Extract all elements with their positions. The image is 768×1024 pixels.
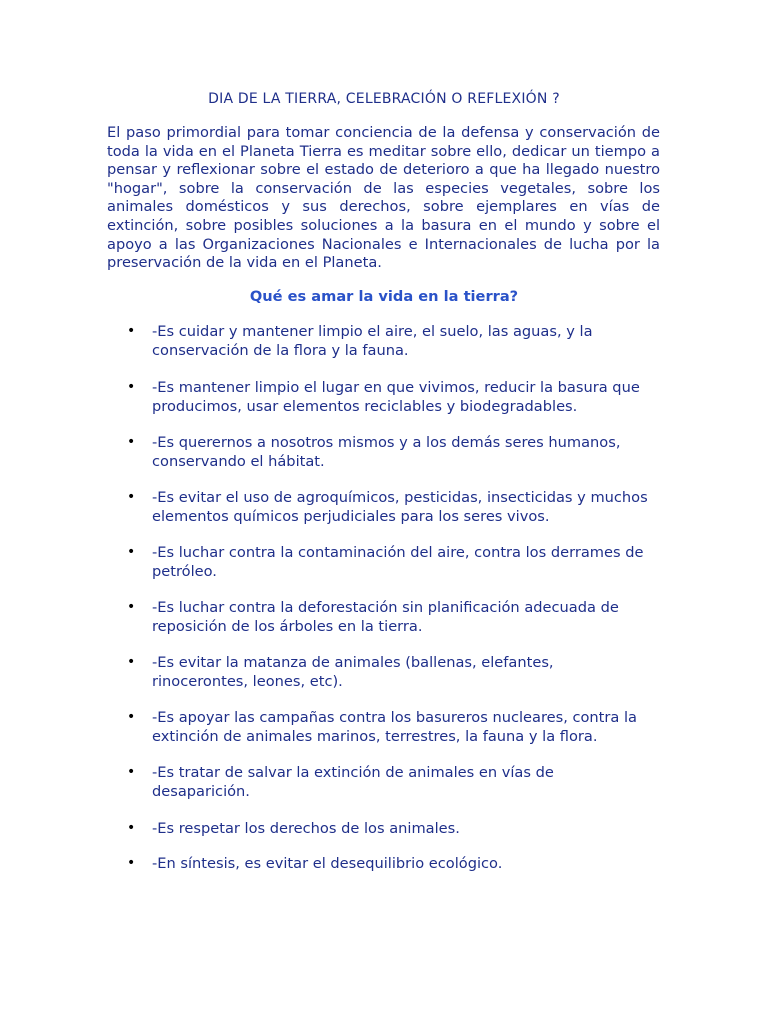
list-item-text: -En síntesis, es evitar el desequilibrio ecológico.	[152, 855, 503, 872]
bullet-icon: •	[127, 654, 136, 670]
list-item	[0, 819, 652, 838]
list-item-text: -Es evitar el uso de agroquímicos, pesticidas, insecticidas y muchos elementos químicos perjudiciales para los seres vivos.	[152, 489, 648, 525]
bullet-icon: •	[127, 820, 136, 836]
list-item-text: -Es luchar contra la contaminación del aire, contra los derrames de petróleo.	[152, 544, 644, 580]
list-item	[0, 653, 652, 691]
list-item-text: -Es querernos a nosotros mismos y a los demás seres humanos, conservando el hábitat.	[152, 434, 621, 470]
list-item-text: -Es respetar los derechos de los animales.	[152, 820, 460, 837]
bullet-icon: •	[127, 323, 136, 339]
intro-paragraph: El paso primordial para tomar conciencia de la defensa y conservación de toda la vida en el Planeta Tierra es meditar sobre ello, dedicar un tiempo a pensar y reflexionar sobre el estado de deterioro a que ha llegado nuestro "hogar", sobre la conservación de las especies vegetales, sobre los animales domésticos y sus derechos, sobre ejemplares en vías de extinción, sobre posibles soluciones a la basura en el mundo y sobre el apoyo a las Organizaciones Nacionales e Internacionales de lucha por la preservación de la vida en el Planeta.	[107, 124, 660, 272]
bullet-icon: •	[127, 379, 136, 395]
list-item	[0, 854, 652, 873]
bullet-icon: •	[127, 434, 136, 450]
bullet-icon: •	[127, 544, 136, 560]
list-item	[0, 543, 652, 581]
list-item-text: -Es tratar de salvar la extinción de animales en vías de desaparición.	[152, 764, 554, 800]
bullet-icon: •	[127, 709, 136, 725]
document-title: DIA DE LA TIERRA, CELEBRACIÓN O REFLEXIÓN ?	[208, 91, 560, 107]
list-item-text: -Es mantener limpio el lugar en que vivimos, reducir la basura que producimos, usar elementos reciclables y biodegradables.	[152, 379, 640, 415]
list-item-text: -Es cuidar y mantener limpio el aire, el suelo, las aguas, y la conservación de la flora y la fauna.	[152, 323, 593, 359]
bullet-icon: •	[127, 489, 136, 505]
list-item-text: -Es luchar contra la deforestación sin planificación adecuada de reposición de los árboles en la tierra.	[152, 599, 619, 635]
section-subtitle: Qué es amar la vida en la tierra?	[249, 288, 519, 305]
list-item	[0, 598, 652, 636]
bullet-icon: •	[127, 855, 136, 871]
list-item	[0, 488, 652, 526]
list-item	[0, 322, 652, 360]
list-item-text: -Es apoyar las campañas contra los basureros nucleares, contra la extinción de animales marinos, terrestres, la fauna y la flora.	[152, 709, 637, 745]
list-item	[0, 708, 652, 746]
list-item-text: -Es evitar la matanza de animales (ballenas, elefantes, rinocerontes, leones, etc).	[152, 654, 554, 690]
list-item	[0, 433, 652, 471]
bullet-icon: •	[127, 764, 136, 780]
list-item	[0, 378, 652, 416]
list-item	[0, 763, 652, 801]
bullet-icon: •	[127, 599, 136, 615]
